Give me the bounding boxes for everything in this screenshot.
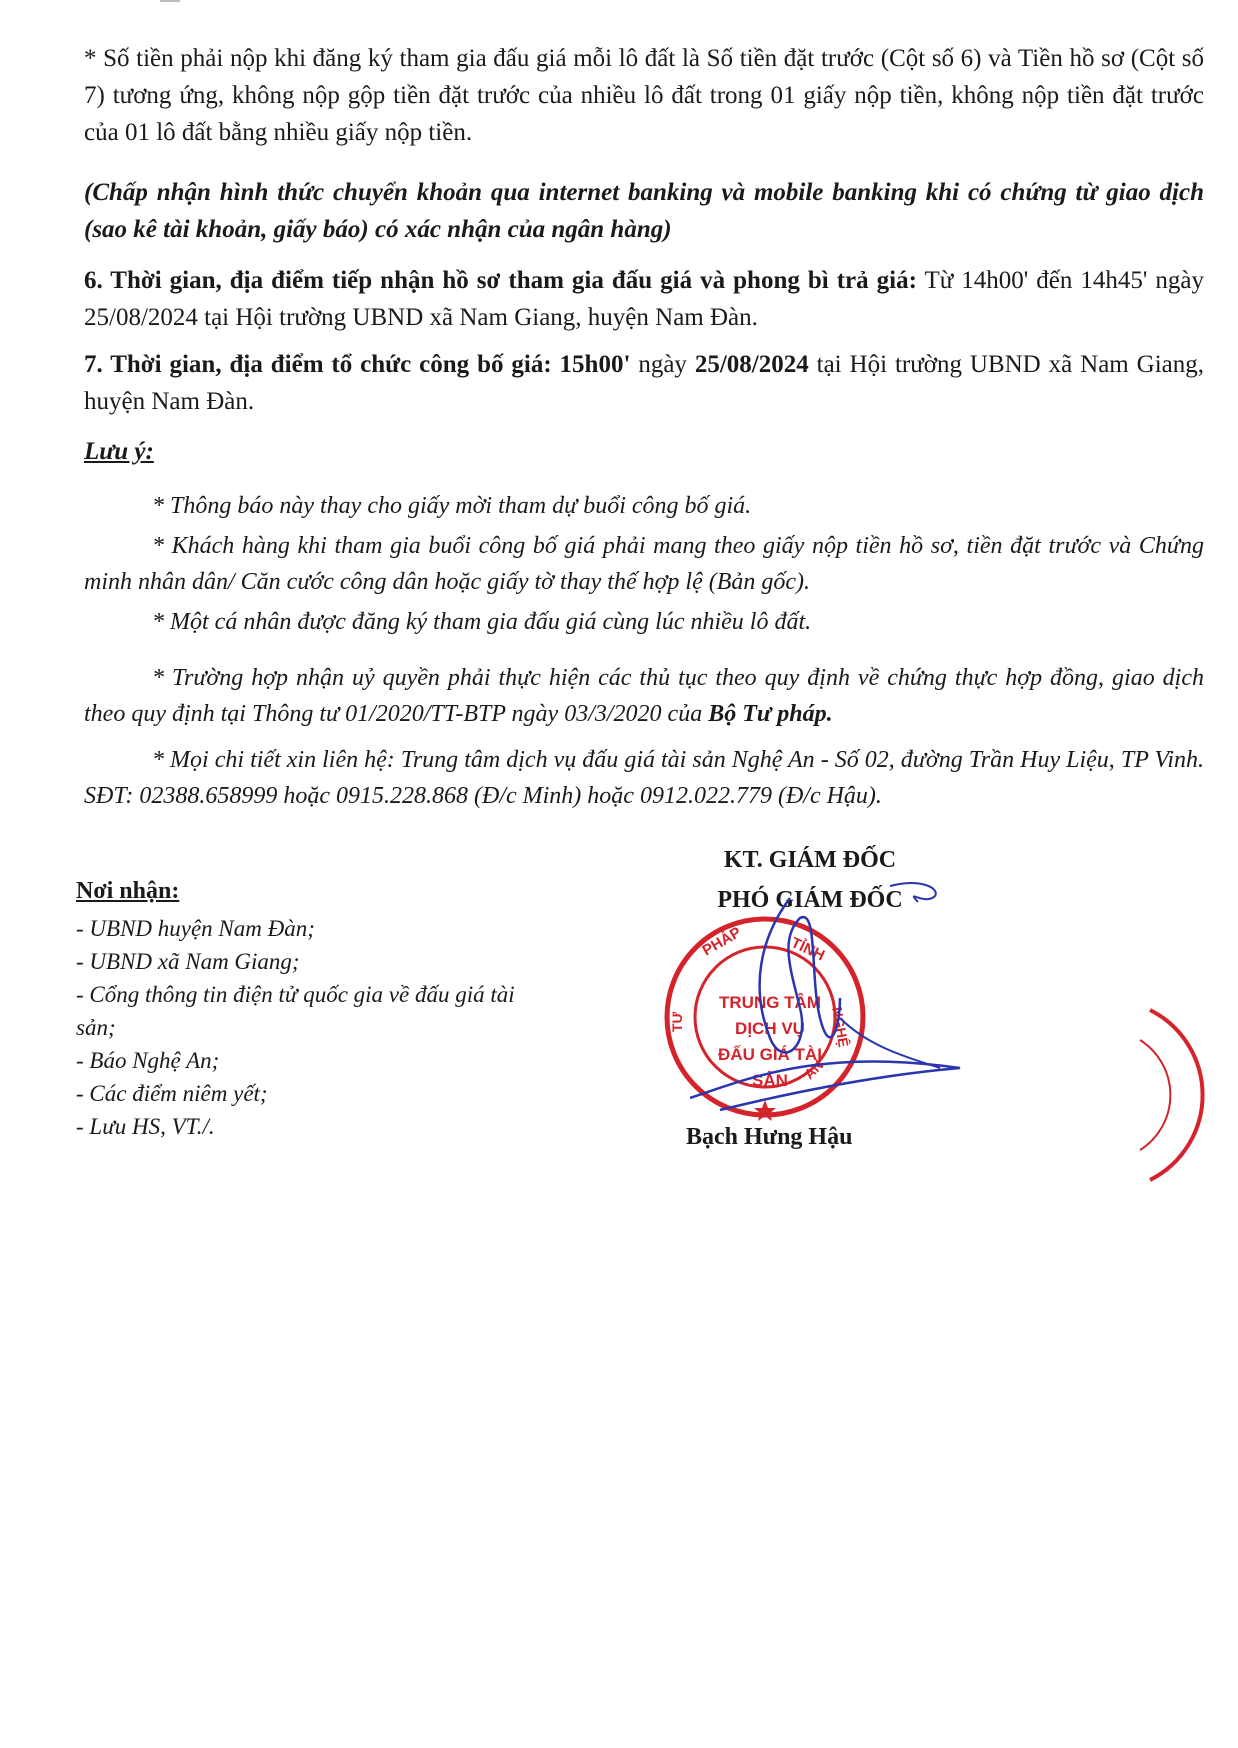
note-4-text: * Trường hợp nhận uỷ quyền phải thực hiện các thủ tục theo quy định về chứng thực hợp đồng, giao dịch theo quy định tại Thông tư 01/2020/TT-BTP ngày 03/3/2020 của bbox=[84, 665, 1204, 727]
recipients-block bbox=[76, 875, 536, 1143]
note-3: * Một cá nhân được đăng ký tham gia đấu giá cùng lúc nhiều lô đất. bbox=[152, 609, 812, 635]
note-5: * Mọi chi tiết xin liên hệ: Trung tâm dịch vụ đấu giá tài sản Nghệ An - Số 02, đường Trần Huy Liệu, TP Vinh. SĐT: 02388.658999 hoặc 0915.228.868 (Đ/c Minh) hoặc 0912.022.779 (Đ/c Hậu). bbox=[84, 747, 1204, 809]
recipient-item: - UBND xã Nam Giang; bbox=[76, 949, 300, 974]
recipient-item: - Báo Nghệ An; bbox=[76, 1048, 220, 1073]
stamp-line: ĐẤU GIÁ TÀI SẢN bbox=[718, 1045, 822, 1090]
note-4-ministry: Bộ Tư pháp. bbox=[708, 701, 833, 727]
section-7-heading: 7. Thời gian, địa điểm tổ chức công bố giá: 15h00' bbox=[84, 351, 631, 378]
stamp-line: TRUNG TÂM bbox=[719, 993, 821, 1012]
section-7-mid: ngày bbox=[630, 351, 695, 378]
scan-mark bbox=[160, 0, 180, 2]
recipients-title: Nơi nhận: bbox=[76, 878, 180, 904]
section-7-text: tại Hội trường UBND xã Nam Giang, huyện Nam Đàn. bbox=[84, 351, 1204, 415]
handwritten-signature bbox=[690, 878, 970, 1118]
stamp-ring-text: AN bbox=[800, 1056, 827, 1083]
partial-stamp bbox=[1110, 1000, 1230, 1190]
paragraph-section-7 bbox=[84, 346, 1204, 420]
signature-title-2: PHÓ GIÁM ĐỐC bbox=[717, 887, 903, 913]
stamp-ring-text: NGHỆ bbox=[829, 1005, 852, 1049]
stamp-line: DỊCH VỤ bbox=[735, 1019, 805, 1038]
recipient-item: - Lưu HS, VT./. bbox=[76, 1114, 215, 1139]
signer-name: Bạch Hưng Hậu bbox=[686, 1124, 853, 1150]
stamp-ring-text: PHÁP bbox=[699, 923, 745, 960]
note-1: * Thông báo này thay cho giấy mời tham dự buổi công bố giá. bbox=[152, 493, 752, 519]
recipient-item: - Các điểm niêm yết; bbox=[76, 1081, 268, 1106]
paragraph-section-6 bbox=[84, 262, 1204, 336]
paragraph-deposit-rules: * Số tiền phải nộp khi đăng ký tham gia đấu giá mỗi lô đất là Số tiền đặt trước (Cột số 6) và Tiền hồ sơ (Cột số 7) tương ứng, không nộp gộp tiền đặt trước của nhiều lô đất trong 01 giấy nộp tiền, không nộp tiền đặt trước của 01 lô đất bằng nhiều giấy nộp tiền. bbox=[84, 45, 1204, 146]
signature-title-1: KT. GIÁM ĐỐC bbox=[723, 847, 897, 873]
stamp-ring-text: TỈNH bbox=[788, 934, 828, 965]
note-2: * Khách hàng khi tham gia buổi công bố giá phải mang theo giấy nộp tiền hồ sơ, tiền đặt trước và Chứng minh nhân dân/ Căn cước công dân hoặc giấy tờ thay thế hợp lệ (Bản gốc). bbox=[84, 533, 1204, 595]
recipient-item: - UBND huyện Nam Đàn; bbox=[76, 916, 315, 941]
recipient-item: - Cổng thông tin điện tử quốc gia về đấu giá tài sản; bbox=[76, 982, 515, 1040]
notes-title: Lưu ý: bbox=[84, 438, 154, 465]
section-6-heading: 6. Thời gian, địa điểm tiếp nhận hồ sơ tham gia đấu giá và phong bì trả giá: bbox=[84, 267, 917, 294]
section-7-date: 25/08/2024 bbox=[694, 351, 809, 378]
note-4 bbox=[84, 660, 1204, 732]
section-6-text: Từ 14h00' đến 14h45' ngày 25/08/2024 tại Hội trường UBND xã Nam Giang, huyện Nam Đàn. bbox=[84, 267, 1204, 331]
paragraph-transfer-acceptance: (Chấp nhận hình thức chuyển khoản qua internet banking và mobile banking khi có chứng từ giao dịch (sao kê tài khoản, giấy báo) có xác nhận của ngân hàng) bbox=[84, 179, 1204, 243]
stamp-ring-text: TƯ bbox=[669, 1011, 685, 1032]
